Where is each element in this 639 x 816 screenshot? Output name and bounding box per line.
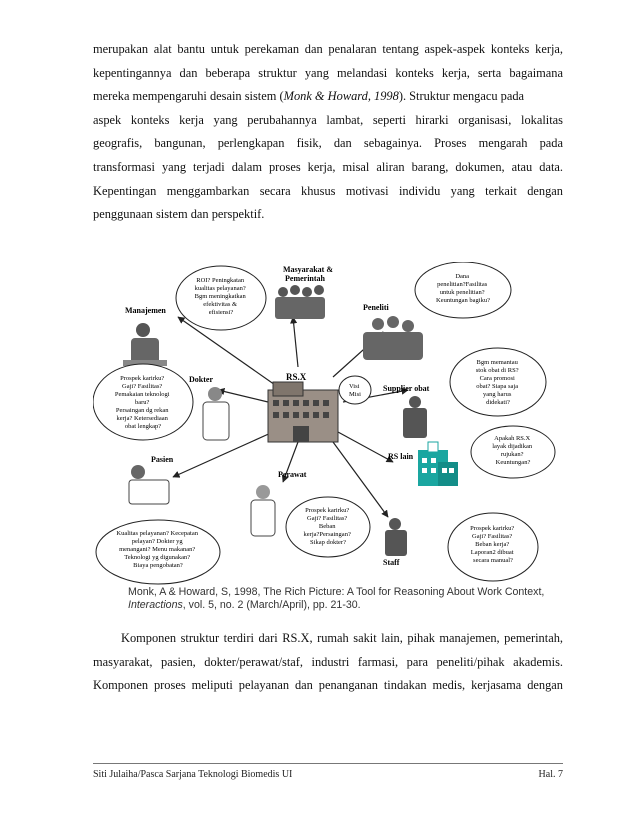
svg-text:Prospek karirku? Gaji? F: Prospek karirku? Gaji? Fasilitas? Beban kerja? Laporan2 dibuat secara manual? [470,525,515,564]
caption-line-2: Interactions, vol. 5, no. 2 (March/April), pp. 21-30. [128,599,361,611]
svg-text:Prospek karirku? Gaji? F: Prospek karirku? Gaji? Fasilitas? Pemakaian teknologi baru? Persaingan dg rekan kerja? Ketersediaan obat lengkap? [114,375,170,430]
center-label: RS.X [286,372,307,382]
node-label-supplier: Supplier obat [383,384,430,393]
text-line: aspek konteks kerja yang perubahannya lambat, seperti hirarki organisasi, lokalitas [93,112,563,127]
footer-divider [93,763,563,764]
text-line: transformasi yang terjadi dalam proses kerja, misal aliran barang, dokumen, atau data. [93,159,563,174]
nurse-icon [251,485,275,536]
supplier-icon [403,396,427,438]
node-label-rs-lain: RS lain [388,452,414,461]
caption-line-1: Monk, A & Howard, S, 1998, The Rich Picture: A Tool for Reasoning About Work Context, [128,586,545,598]
rich-picture-figure [93,262,563,622]
text-line: merupakan alat bantu untuk perekaman dan penalaran tentang aspek-aspek konteks kerja, [93,42,563,56]
rich-picture-diagram [93,262,563,592]
svg-text:Visi Misi: Visi Misi [348,383,361,398]
citation: Monk & Howard, 1998 [283,89,399,104]
speech-bubble-visi-misi [339,376,371,404]
node-label-perawat: Perawat [278,470,307,479]
svg-text:ROI? Peningkatan kualita: ROI? Peningkatan kualitas pelayanan? Bgm meningkatkan efektivitas & efisiensi? [194,277,246,316]
manager-figure-icon [123,323,167,368]
doctor-icon [203,387,229,440]
svg-text:Apakah RS.X layak dijadi: Apakah RS.X layak dijadikan rujukan? Keuntungan? [492,435,533,466]
text-line-indented: Komponen struktur terdiri dari RS.X, rumah sakit lain, pihak manajemen, pemerintah, [121,631,563,645]
text-line: geografis, bangunan, perlengkapan fisik, dan sebagainya. Proses mengarah pada [93,136,563,151]
text-line: kepentingannya dan beberapa struktur yang melandasi konteks kerja, serta bagaimana [93,65,563,80]
node-label-pasien: Pasien [151,455,174,464]
patient-icon [129,465,169,504]
staff-icon [385,518,407,556]
paragraph-components [93,627,563,698]
svg-text:Prospek karirku? Gaji? F: Prospek karirku? Gaji? Fasilitas? Beban kerja?Persaingan? Sikap dokter? [303,507,351,546]
hospital-building-icon [268,382,338,442]
text-line: Kepentingan menggambarkan secara khusus motivasi individu yang terkait dengan [93,183,563,198]
node-label-dokter: Dokter [189,375,213,384]
speech-bubble-perawat [286,497,370,557]
crowd-icon [275,285,325,319]
speech-bubble-rs-lain [471,426,555,478]
text-line-citation: mereka mempengaruhi desain sistem (Monk & Howard, 1998). Struktur mengacu pada [93,89,525,104]
svg-text:Dana penelitian?Fasilita: Dana penelitian?Fasilitas untuk penelitian? Keuntungan bagiku? [436,273,490,304]
researchers-icon [363,316,423,360]
svg-text:Kualitas pelayanan? Kecepatan: Kualitas pelayanan? Kecepatan pelayan? Dokter yg menangani? Menu makanan? Teknologi yg digunakan? Biaya pengobatan? [116,530,198,569]
footer-author: Siti Julaiha/Pasca Sarjana Teknologi Biomedis UI [93,769,293,780]
node-label-staff: Staff [383,558,400,567]
speech-bubble-manajemen [176,266,266,330]
node-label-peneliti: Peneliti [363,303,389,312]
text-line: penggunaan sistem dan perspektif. [93,207,265,222]
page-number: Hal. 7 [538,769,563,780]
speech-bubble-dokter [93,364,193,440]
text-line: Komponen proses meliputi pelayanan dan penanganan tindakan medis, kerjasama dengan [93,678,563,693]
other-hospital-icon [418,442,458,486]
svg-text:Bgm memantau stok obat d: Bgm memantau stok obat di RS? Cara promosi obat? Siapa saja yang harus didekati? [475,359,519,406]
speech-bubble-supplier [450,348,546,416]
speech-bubble-pasien [96,520,220,584]
paragraph-intro [93,38,563,227]
speech-bubble-staff [448,513,538,581]
figure-caption [128,586,558,612]
node-label-masyarakat: Masyarakat & Pemerintah [283,265,333,283]
speech-bubble-peneliti [415,262,511,318]
node-label-manajemen: Manajemen [125,306,166,315]
text-line: masyarakat, pasien, dokter/perawat/staf, industri farmasi, para peneliti/pihak akademis. [93,654,563,669]
